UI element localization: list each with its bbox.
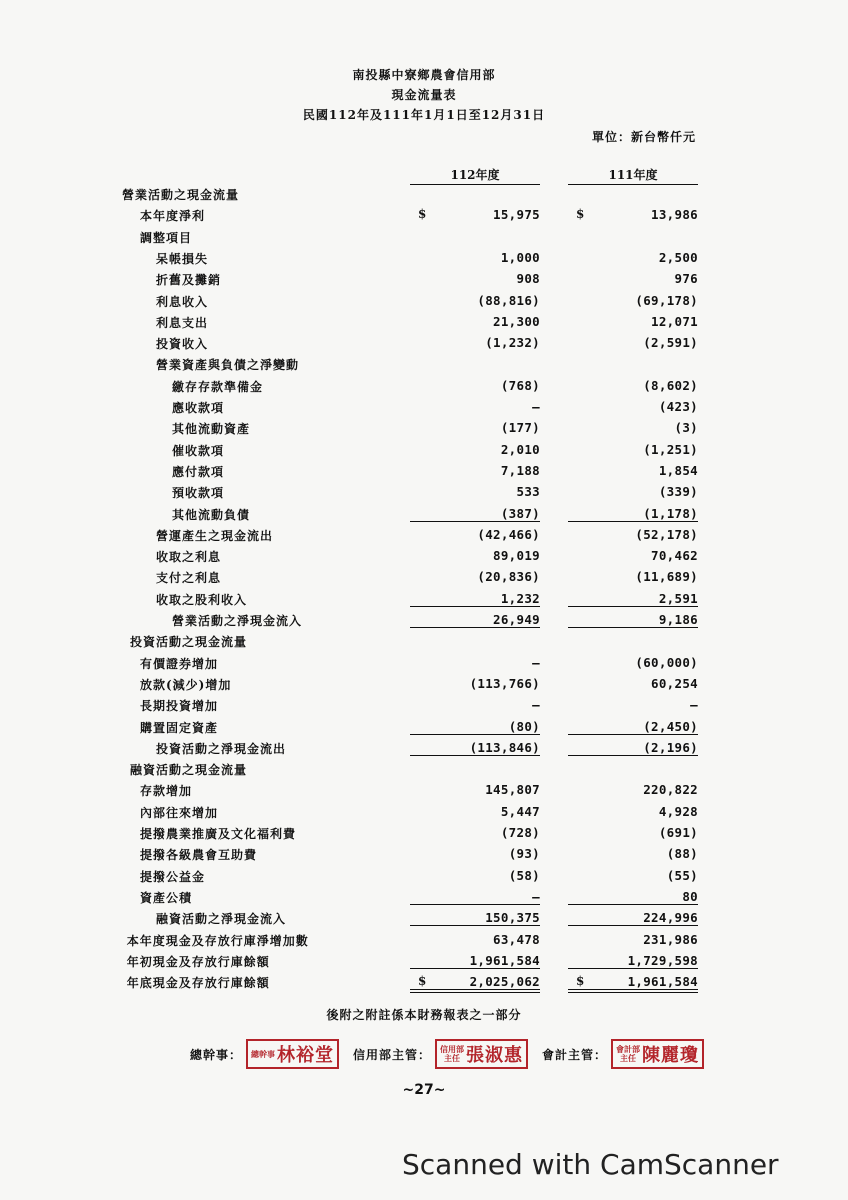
row-label: 購置固定資產 <box>140 720 219 735</box>
table-row <box>0 527 848 548</box>
value-111: (52,178) <box>635 526 698 542</box>
table-row <box>0 548 848 569</box>
org-name: 南投縣中寮鄉農會信用部 <box>352 68 496 82</box>
value-111: (2,450) <box>568 719 698 735</box>
table-row <box>0 932 848 953</box>
row-label: 催收款項 <box>172 443 225 458</box>
row-label: 營業活動之現金流量 <box>122 188 240 202</box>
statement-title: 現金流量表 <box>391 88 457 102</box>
table-row <box>0 463 848 484</box>
currency-symbol: $ <box>576 207 585 222</box>
table-row <box>0 420 848 441</box>
value-111: (1,251) <box>643 441 698 457</box>
value-112: – <box>532 697 540 713</box>
value-112: 908 <box>516 271 540 287</box>
value-112: 1,232 <box>410 591 540 607</box>
table-row <box>0 740 848 761</box>
value-112: 145,807 <box>485 782 540 798</box>
value-112: 150,375 <box>410 910 540 926</box>
value-112: (177) <box>500 420 540 436</box>
table-row <box>0 825 848 846</box>
table-row <box>0 612 848 633</box>
value-112: (42,466) <box>477 526 540 542</box>
row-label: 折舊及攤銷 <box>156 273 222 288</box>
value-112: (113,766) <box>469 675 540 691</box>
row-label: 收取之股利收入 <box>156 592 248 607</box>
seal-name: 林裕堂 <box>277 1045 335 1066</box>
table-row <box>0 271 848 292</box>
row-label: 繳存存款準備金 <box>172 379 264 394</box>
table-row <box>0 782 848 803</box>
value-112: 533 <box>516 484 540 500</box>
row-label: 應付款項 <box>172 464 225 479</box>
value-112: (88,816) <box>477 292 540 308</box>
table-row <box>0 378 848 399</box>
table-row <box>0 910 848 931</box>
row-label: 調整項目 <box>140 230 193 245</box>
row-label: 其他流動資產 <box>172 422 251 437</box>
table-row <box>0 335 848 356</box>
value-112: 7,188 <box>500 462 540 478</box>
seal-stamp <box>246 1039 339 1069</box>
value-111: 1,729,598 <box>568 953 698 969</box>
signature-role: 信用部主管： <box>353 1047 432 1062</box>
value-111: (691) <box>658 825 698 840</box>
value-111: (8,602) <box>643 377 698 393</box>
table-row <box>0 484 848 505</box>
value-112: 15,975 <box>493 207 540 223</box>
row-label: 資產公積 <box>140 890 193 905</box>
value-111: (339) <box>658 484 698 500</box>
row-label: 年初現金及存放行庫餘額 <box>126 954 270 969</box>
value-112: 2,010 <box>500 441 540 457</box>
row-label: 存款增加 <box>140 784 193 799</box>
table-row <box>0 569 848 590</box>
scanner-watermark: Scanned with CamScanner <box>402 1148 779 1181</box>
row-label: 應收款項 <box>172 401 225 415</box>
table-row <box>0 719 848 740</box>
value-112: 63,478 <box>493 931 540 947</box>
value-111: 13,986 <box>651 207 698 223</box>
value-112: (113,846) <box>410 740 540 756</box>
table-row <box>0 591 848 612</box>
table-row <box>0 676 848 697</box>
value-112: (387) <box>410 506 540 522</box>
row-label: 其他流動負債 <box>172 507 251 522</box>
value-111: 1,961,584 <box>568 974 698 993</box>
row-label: 本年度淨利 <box>140 209 206 224</box>
row-label: 提撥各級農會互助費 <box>140 848 258 863</box>
seal-title: 信用部主任 <box>440 1044 465 1063</box>
value-112: (93) <box>508 846 540 862</box>
value-112: 21,300 <box>493 313 540 329</box>
row-label: 本年度現金及存放行庫淨增加數 <box>126 933 309 948</box>
column-header-111: 111年度 <box>568 166 698 185</box>
value-112: (1,232) <box>485 335 540 351</box>
currency-symbol: $ <box>576 974 585 989</box>
row-label: 提撥公益金 <box>140 869 206 884</box>
value-112: (768) <box>500 377 540 393</box>
seal-stamp <box>611 1039 704 1069</box>
row-label: 有價證券增加 <box>140 656 219 671</box>
table-row <box>0 399 848 420</box>
value-112: 1,000 <box>500 249 540 265</box>
table-row <box>0 356 848 377</box>
seal-title: 會計部主任 <box>616 1044 641 1063</box>
currency-symbol: $ <box>418 974 427 989</box>
value-111: (3) <box>674 420 698 436</box>
value-112: (728) <box>500 825 540 840</box>
table-row <box>0 953 848 974</box>
value-111: 12,071 <box>651 313 698 329</box>
row-label: 利息收入 <box>156 294 209 309</box>
value-111: (88) <box>666 846 698 862</box>
table-row <box>0 633 848 654</box>
row-label: 投資活動之現金流量 <box>130 635 248 650</box>
value-112: 89,019 <box>493 548 540 564</box>
value-111: (55) <box>666 867 698 883</box>
row-label: 預收款項 <box>172 486 225 501</box>
value-111: (60,000) <box>635 654 698 670</box>
value-111: 2,500 <box>658 249 698 265</box>
signature-block <box>190 1038 718 1070</box>
currency-symbol: $ <box>418 207 427 222</box>
table-row <box>0 314 848 335</box>
value-111: (1,178) <box>568 506 698 522</box>
row-label: 長期投資增加 <box>140 699 219 714</box>
row-label: 支付之利息 <box>156 571 222 586</box>
value-111: 4,928 <box>658 803 698 819</box>
table-row <box>0 293 848 314</box>
signature-role: 總幹事： <box>190 1047 243 1062</box>
value-111: (69,178) <box>635 292 698 308</box>
value-112: 2,025,062 <box>410 974 540 993</box>
currency-unit: 單位：新台幣仟元 <box>591 130 696 144</box>
row-label: 融資活動之現金流量 <box>130 763 248 778</box>
table-row <box>0 889 848 910</box>
value-111: 1,854 <box>658 462 698 478</box>
value-111: 9,186 <box>568 612 698 628</box>
table-row <box>0 207 848 228</box>
value-112: – <box>532 654 540 670</box>
value-112: 5,447 <box>500 803 540 819</box>
row-label: 營運產生之現金流出 <box>156 528 274 543</box>
seal-title: 總幹事 <box>251 1048 276 1059</box>
table-row <box>0 761 848 782</box>
value-111: (2,196) <box>568 740 698 756</box>
row-label: 融資活動之淨現金流入 <box>156 912 287 927</box>
value-111: (2,591) <box>643 335 698 351</box>
row-label: 投資活動之淨現金流出 <box>156 741 287 756</box>
row-label: 收取之利息 <box>156 550 222 565</box>
table-row <box>0 506 848 527</box>
row-label: 提撥農業推廣及文化福利費 <box>140 827 297 841</box>
seal-name: 張淑惠 <box>466 1045 524 1066</box>
row-label: 投資收入 <box>156 337 209 352</box>
row-label: 呆帳損失 <box>156 251 209 266</box>
value-112: 1,961,584 <box>410 953 540 969</box>
seal-stamp <box>435 1039 528 1069</box>
table-row <box>0 846 848 867</box>
value-111: 231,986 <box>643 931 698 947</box>
value-112: (80) <box>410 719 540 735</box>
row-label: 內部往來增加 <box>140 805 219 820</box>
row-label: 營業資產與負債之淨變動 <box>156 358 300 373</box>
row-label: 營業活動之淨現金流入 <box>172 614 303 628</box>
row-label: 年底現金及存放行庫餘額 <box>126 976 270 991</box>
value-111: 220,822 <box>643 782 698 798</box>
value-112: (58) <box>508 867 540 883</box>
page-number: ~27~ <box>402 1082 446 1098</box>
value-111: (423) <box>658 399 698 414</box>
value-111: 60,254 <box>651 675 698 691</box>
value-111: 224,996 <box>568 910 698 926</box>
table-row <box>0 655 848 676</box>
value-112: 26,949 <box>410 612 540 628</box>
value-112: – <box>410 889 540 905</box>
table-row <box>0 229 848 250</box>
signature-role: 會計主管： <box>542 1047 608 1062</box>
table-row <box>0 250 848 271</box>
row-label: 放款(減少)增加 <box>140 677 232 692</box>
value-112: (20,836) <box>477 569 540 585</box>
value-111: 80 <box>568 889 698 905</box>
value-112: – <box>532 399 540 414</box>
value-111: 2,591 <box>568 591 698 607</box>
statement-period: 民國112年及111年1月1日至12月31日 <box>302 108 546 122</box>
footnote: 後附之附註係本財務報表之一部分 <box>326 1008 522 1022</box>
table-row <box>0 974 848 995</box>
value-111: – <box>690 697 698 713</box>
column-header-112: 112年度 <box>410 166 540 185</box>
seal-name: 陳麗瓊 <box>642 1045 700 1066</box>
value-111: (11,689) <box>635 569 698 585</box>
table-row <box>0 804 848 825</box>
table-row <box>0 442 848 463</box>
table-row <box>0 868 848 889</box>
table-row <box>0 186 848 207</box>
value-111: 70,462 <box>651 548 698 564</box>
value-111: 976 <box>674 271 698 287</box>
table-row <box>0 697 848 718</box>
row-label: 利息支出 <box>156 315 209 330</box>
